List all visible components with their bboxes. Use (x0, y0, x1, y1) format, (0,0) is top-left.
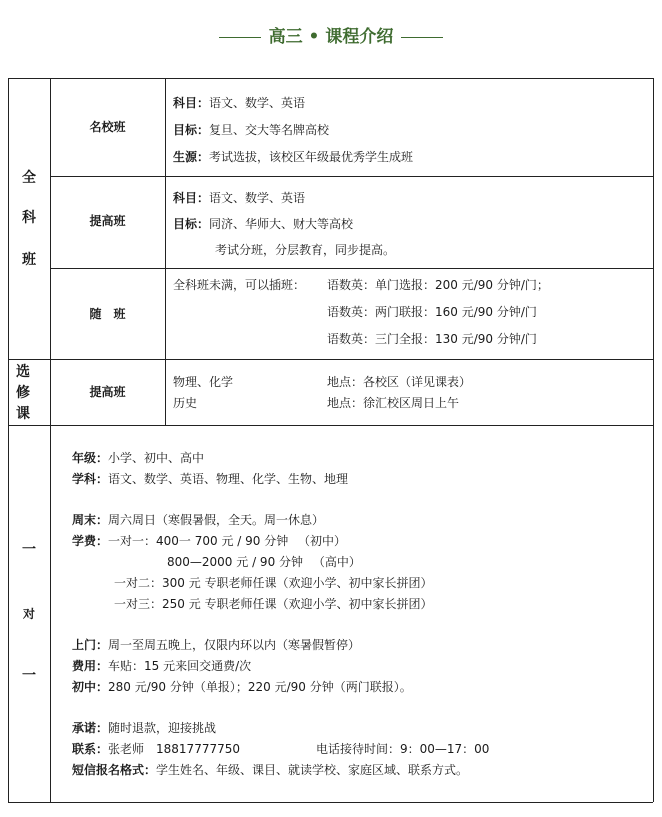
class-name-drop-in: 随 班 (89, 307, 126, 321)
table-border-bottom (8, 802, 653, 803)
elective-class-name: 提高班 (89, 385, 126, 399)
title-right-rule (401, 37, 443, 38)
title-left-rule (219, 37, 261, 38)
table-border-left (8, 78, 9, 802)
section-divider (8, 425, 653, 426)
class-name-advanced: 提高班 (89, 214, 126, 228)
column-divider (50, 78, 51, 802)
table-border-right (653, 78, 654, 802)
column-divider (165, 78, 166, 425)
table-border-top (8, 78, 653, 79)
page-title: 高三 • 课程介绍 (0, 22, 662, 47)
row-divider (50, 176, 653, 177)
section-divider (8, 359, 653, 360)
row-divider (50, 268, 653, 269)
class-name-elite: 名校班 (89, 120, 126, 134)
